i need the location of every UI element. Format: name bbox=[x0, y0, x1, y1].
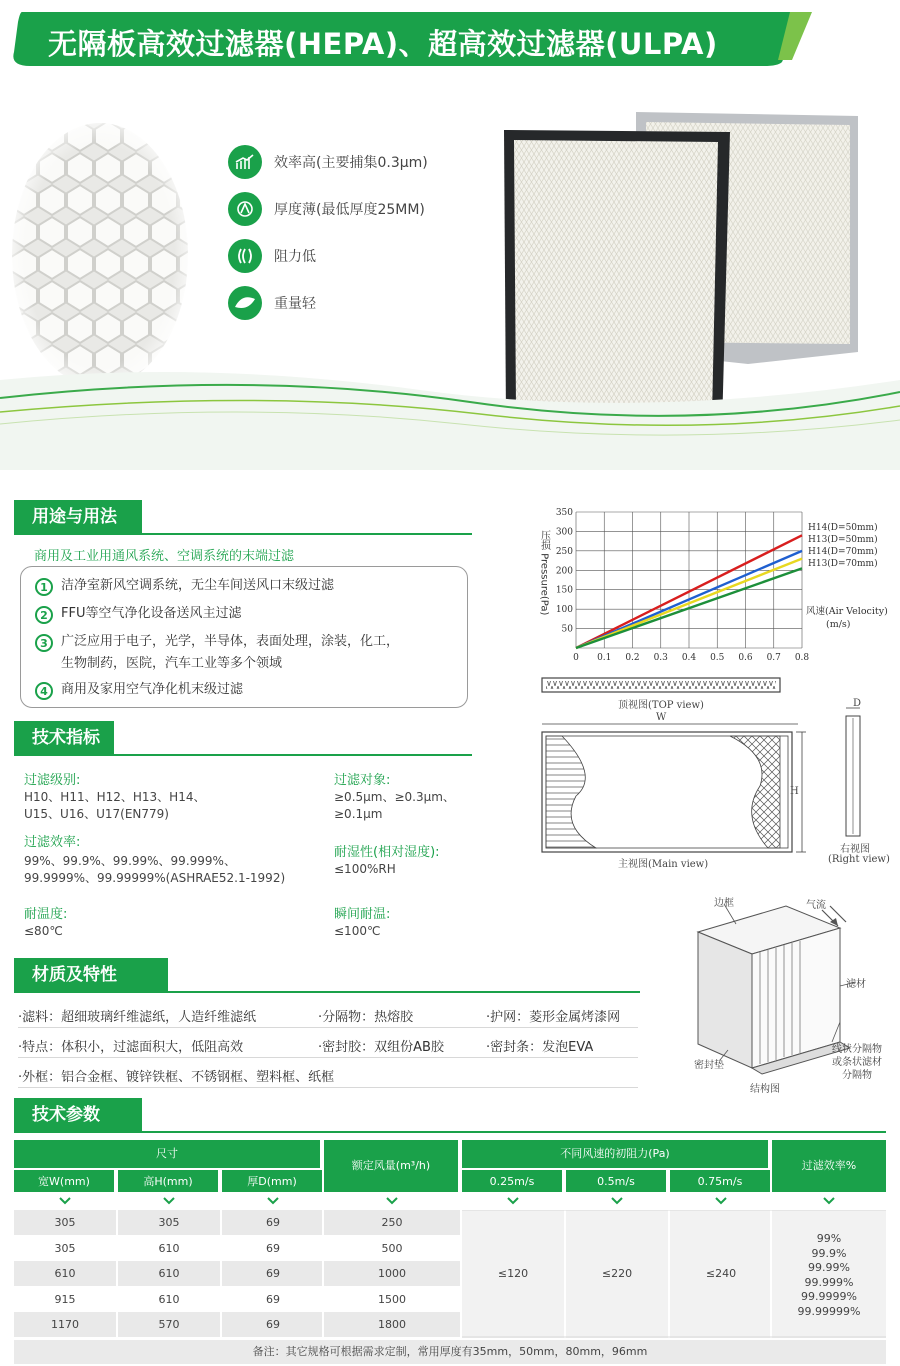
spec-efficiency: 过滤效率: 99%、99.9%、99.99%、99.999%、 99.9999%、99.99999%(ASHRAE52.1-1992) bbox=[24, 835, 286, 885]
x-tick-label: 0.2 bbox=[625, 653, 640, 662]
legend-label: H13(D=70mm) bbox=[808, 559, 878, 569]
legend-label: H14(D=70mm) bbox=[808, 547, 878, 557]
table-cell: 69 bbox=[266, 1267, 280, 1280]
material-row: ·特点：体积小，过滤面积大，低阻高效 ·密封胶：双组份AB胶 ·密封条：发泡EVA bbox=[18, 1030, 638, 1058]
spec-temperature: 耐温度: ≤80℃ bbox=[24, 907, 68, 938]
chevron-down-icon bbox=[59, 1197, 71, 1205]
pressure-chart bbox=[530, 500, 900, 662]
table-cell: 250 bbox=[381, 1216, 403, 1229]
chevron-down-icon bbox=[386, 1197, 398, 1205]
table-cell: 1800 bbox=[378, 1318, 406, 1331]
material-row: ·外框：铝合金框、镀锌铁框、不锈钢框、塑料框、纸框 bbox=[18, 1060, 638, 1088]
feature-item bbox=[228, 279, 428, 326]
y-tick-label: 100 bbox=[555, 605, 573, 616]
material-row: ·滤料：超细玻璃纤维滤纸，人造纤维滤纸 ·分隔物：热熔胶 ·护网：菱形金属烤漆网 bbox=[18, 1000, 638, 1028]
feature-text: 阻力低 bbox=[274, 248, 316, 265]
table-cell: 570 bbox=[158, 1318, 180, 1331]
y-tick-label: 150 bbox=[555, 585, 573, 596]
y-tick-label: 50 bbox=[561, 624, 573, 635]
resistance-05: ≤220 bbox=[601, 1267, 633, 1280]
resistance-025: ≤120 bbox=[497, 1267, 529, 1280]
y-tick-label: 200 bbox=[555, 566, 573, 577]
table-cell: 1170 bbox=[51, 1318, 79, 1331]
title-banner bbox=[0, 8, 900, 68]
usage-item: 4 商用及家用空气净化机末级过滤 bbox=[35, 681, 243, 701]
legend-label: H13(D=50mm) bbox=[808, 535, 878, 545]
table-cell: 610 bbox=[158, 1241, 180, 1255]
table-cell: 610 bbox=[158, 1292, 180, 1306]
leaf-icon bbox=[228, 286, 262, 320]
top-view-pleats bbox=[546, 681, 776, 689]
chevron-down-icon bbox=[611, 1197, 623, 1205]
x-tick-label: 0.8 bbox=[794, 653, 810, 662]
x-tick-label: 0 bbox=[573, 653, 579, 662]
decorative-waves bbox=[0, 350, 900, 470]
x-axis-label: 风速(Air Velocity) bbox=[806, 606, 888, 617]
usage-item: 1 洁净室新风空调系统，无尘车间送风口末级过滤 bbox=[35, 577, 334, 597]
feature-item bbox=[228, 138, 428, 185]
chevron-down-icon bbox=[715, 1197, 727, 1205]
x-tick-label: 0.1 bbox=[597, 653, 612, 662]
y-tick-label: 250 bbox=[555, 546, 573, 557]
chevron-down-icon bbox=[267, 1197, 279, 1205]
page-title: 无隔板高效过滤器(HEPA)、超高效过滤器(ULPA) bbox=[48, 27, 718, 61]
feature-text: 厚度薄(最低厚度25MM) bbox=[274, 201, 425, 218]
table-cell: 1000 bbox=[378, 1267, 406, 1280]
legend-label: H14(D=50mm) bbox=[808, 523, 878, 533]
table-note: 备注：其它规格可根据需求定制，常用厚度有35mm，50mm，80mm，96mm bbox=[14, 1340, 886, 1364]
table-cell: 1500 bbox=[378, 1292, 406, 1306]
table-cell: 69 bbox=[266, 1292, 280, 1306]
hero-section bbox=[0, 70, 900, 470]
usage-item: 3 广泛应用于电子，光学，半导体，表面处理，涂装，化工， 生物制药，医院，汽车工业等多个领域 bbox=[35, 633, 399, 675]
chart-up-icon bbox=[228, 145, 262, 179]
table-cell: 69 bbox=[266, 1216, 280, 1229]
table-cell: 915 bbox=[54, 1292, 76, 1306]
y-tick-label: 350 bbox=[555, 508, 573, 518]
feature-text: 重量轻 bbox=[274, 295, 316, 312]
table-cell: 305 bbox=[54, 1241, 76, 1255]
feature-list bbox=[228, 138, 428, 326]
usage-item: 2 FFU等空气净化设备送风主过滤 bbox=[35, 605, 241, 625]
x-tick-label: 0.6 bbox=[738, 653, 753, 662]
feature-item bbox=[228, 185, 428, 232]
chevron-down-icon bbox=[163, 1197, 175, 1205]
table-cell: 305 bbox=[158, 1216, 180, 1229]
x-tick-label: 0.4 bbox=[681, 653, 697, 662]
table-cell: 500 bbox=[381, 1241, 403, 1255]
table-cell: 305 bbox=[54, 1216, 76, 1229]
y-tick-label: 300 bbox=[555, 527, 573, 538]
chevron-down-icon bbox=[823, 1197, 835, 1205]
usage-list bbox=[20, 566, 468, 708]
feature-item bbox=[228, 232, 428, 279]
usage-subtitle: 商用及工业用通风系统、空调系统的末端过滤 bbox=[34, 549, 295, 564]
spec-target: 过滤对象: ≥0.5μm、≥0.3μm、 ≥0.1μm bbox=[334, 773, 455, 821]
x-tick-label: 0.5 bbox=[710, 653, 725, 662]
spec-instant-temp: 瞬间耐温: ≤100℃ bbox=[334, 907, 391, 938]
spec-grade: 过滤级别: H10、H11、H12、H13、H14、 U15、U16、U17(EN779) bbox=[24, 773, 206, 821]
efficiency-list: 99% 99.9% 99.99% 99.999% 99.9999% 99.99999% bbox=[797, 1232, 861, 1318]
resistance-075: ≤240 bbox=[705, 1267, 737, 1280]
airflow-icon bbox=[228, 239, 262, 273]
table-cell: 610 bbox=[158, 1267, 180, 1280]
table-cell: 69 bbox=[266, 1318, 280, 1331]
table-cell: 610 bbox=[54, 1267, 76, 1280]
chevron-down-icon bbox=[507, 1197, 519, 1205]
x-tick-label: 0.3 bbox=[653, 653, 668, 662]
thin-layer-icon bbox=[228, 192, 262, 226]
spec-humidity: 耐湿性(相对湿度): ≤100%RH bbox=[334, 845, 440, 876]
table-cell: 69 bbox=[266, 1241, 280, 1255]
x-axis-unit: (m/s) bbox=[826, 619, 851, 630]
x-tick-label: 0.7 bbox=[766, 653, 781, 662]
y-axis-label: 压损 Pressure(Pa) bbox=[538, 530, 550, 616]
feature-text: 效率高(主要捕集0.3μm) bbox=[274, 154, 428, 171]
